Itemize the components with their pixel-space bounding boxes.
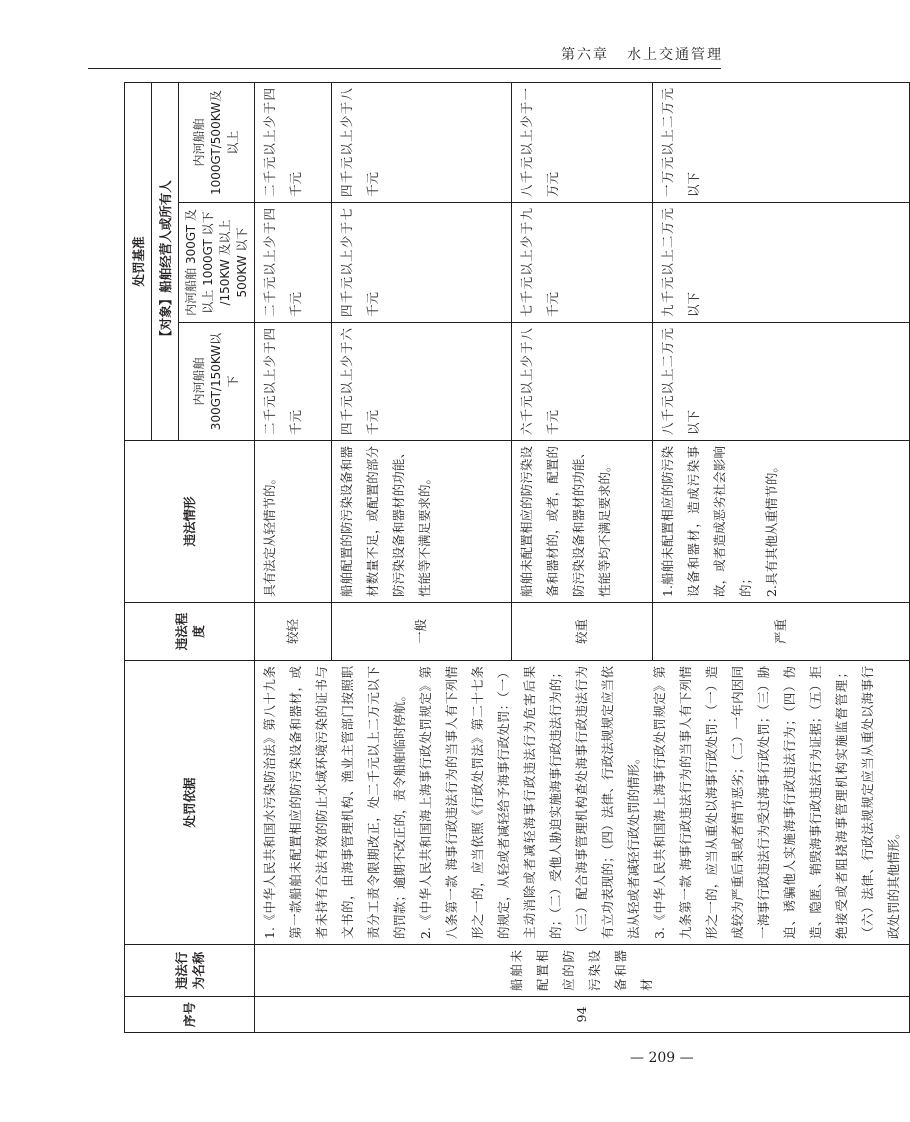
degree-light: 较轻 bbox=[255, 603, 332, 661]
fine-light-tier1: 二千元以上少于四千元 bbox=[255, 323, 332, 441]
situation-severe-item-2: 2.具有其他从重情节的。 bbox=[764, 460, 780, 597]
header-rule bbox=[88, 68, 721, 69]
rotated-table-wrapper bbox=[124, 83, 901, 1033]
col-header-object: 【对象】船舶经营人或所有人 bbox=[152, 82, 179, 440]
fine-normal-tier3: 四千元以上少于八千元 bbox=[332, 82, 512, 202]
fine-severe-tier1: 八千元以上二万元以下 bbox=[653, 323, 910, 441]
chapter-number: 第六章 bbox=[561, 47, 609, 63]
degree-severe: 严重 bbox=[653, 603, 910, 661]
basis-item-1: 1.《中华人民共和国水污染防治法》第八十九条第一款船舶未配置相应的防污染设备和器材，或者未持有合法有效的防止水域环境污染的证书与文书的，由海事管理机构、渔业主管部门按照职责分工责令限期改正，处二千元以上二万元以下的罚款；逾期不改正的，责令船舶临时停航。 bbox=[262, 666, 407, 939]
basis-item-3: 3.《中华人民共和国海上海事行政处罚规定》第九条第一款 海事行政违法行为的当事人有下列情形之一的，应当从重处以海事行政处罚：（一）造成较为严重后果或者情节恶劣；（二）一年内因同一海事行政违法行为受过海事行政处罚；（三）胁迫、诱骗他人实施海事行政违法行为；（四）伪造、隐匿、销毁海事行政违法行为证据；（五）拒绝接受或者阻挠海事管理机构实施监督管理；（六）法律、行政法规规定应当从重处以海事行政处罚的其他情形。 bbox=[652, 666, 901, 939]
situation-light: 具有法定从轻情节的。 bbox=[255, 441, 332, 603]
col-header-name: 违法行为名称 bbox=[125, 945, 255, 997]
fine-serious-tier1: 六千元以上少于八千元 bbox=[511, 323, 652, 441]
fine-serious-tier3: 八千元以上少于一万元 bbox=[511, 82, 652, 202]
row-violation-name: 船舶未配置相应的防污染设备和器材 bbox=[255, 945, 910, 997]
col-header-standard: 处罚基准 bbox=[125, 82, 152, 440]
running-header bbox=[543, 44, 723, 64]
col-header-basis: 处罚依据 bbox=[125, 661, 255, 945]
basis-item-2: 2.《中华人民共和国海上海事行政处罚规定》第八条第一款 海事行政违法行为的当事人有下列情形之一的，应当依照《行政处罚法》第二十七条的规定，从轻或者减轻给予海事行政处罚：（一）主动消除或者减轻海事行政违法行为危害后果的；（二）受他人胁迫实施海事行政违法行为的；（三）配合海事管理机构查处海事行政违法行为有立功表现的；（四）法律、行政法规规定应当依法从轻或者减轻行政处罚的情形。 bbox=[418, 666, 641, 939]
degree-serious: 较重 bbox=[511, 603, 652, 661]
fine-severe-tier3: 一万元以上二万元以下 bbox=[653, 82, 910, 202]
row-penalty-basis bbox=[255, 661, 910, 945]
col-header-tier1: 内河船舶300GT/150KW以下 bbox=[179, 323, 255, 441]
col-header-degree: 违法程度 bbox=[125, 603, 255, 661]
page-number: — 209 — bbox=[630, 1050, 694, 1066]
level-row-light bbox=[255, 82, 332, 1032]
fine-normal-tier2: 四千元以上少于七千元 bbox=[332, 203, 512, 323]
fine-normal-tier1: 四千元以上少于六千元 bbox=[332, 323, 512, 441]
fine-light-tier3: 二千元以上少于四千元 bbox=[255, 82, 332, 202]
situation-severe bbox=[653, 441, 910, 603]
degree-normal: 一般 bbox=[332, 603, 512, 661]
col-header-tier2: 内河船舶 300GT 及以上 1000GT 以下 /150KW 及以上 500KW 以下 bbox=[179, 203, 255, 323]
fine-serious-tier2: 七千元以上少于九千元 bbox=[511, 203, 652, 323]
fine-severe-tier2: 九千元以上二万元以下 bbox=[653, 203, 910, 323]
situation-normal: 船舶配置的防污染设备和器材数量不足，或配置的部分防污染设备和器材的功能、性能等不满足要求的。 bbox=[332, 441, 512, 603]
fine-light-tier2: 二千元以上少于四千元 bbox=[255, 203, 332, 323]
situation-serious: 船舶未配置相应的防污染设备和器材的，或者，配置的防污染设备和器材的功能、性能等均不满足要求的。 bbox=[511, 441, 652, 603]
situation-severe-item-1: 1.船舶未配置相应的防污染设备和器材，造成污染事故，或者造成恶劣社会影响的； bbox=[660, 446, 754, 597]
col-header-situation: 违法情形 bbox=[125, 441, 255, 603]
penalty-table bbox=[124, 82, 910, 1033]
col-header-tier3: 内河船舶1000GT/500KW及以上 bbox=[179, 82, 255, 202]
row-seq: 94 bbox=[255, 997, 910, 1033]
col-header-seq: 序号 bbox=[125, 997, 255, 1033]
chapter-title: 水上交通管理 bbox=[627, 47, 723, 63]
